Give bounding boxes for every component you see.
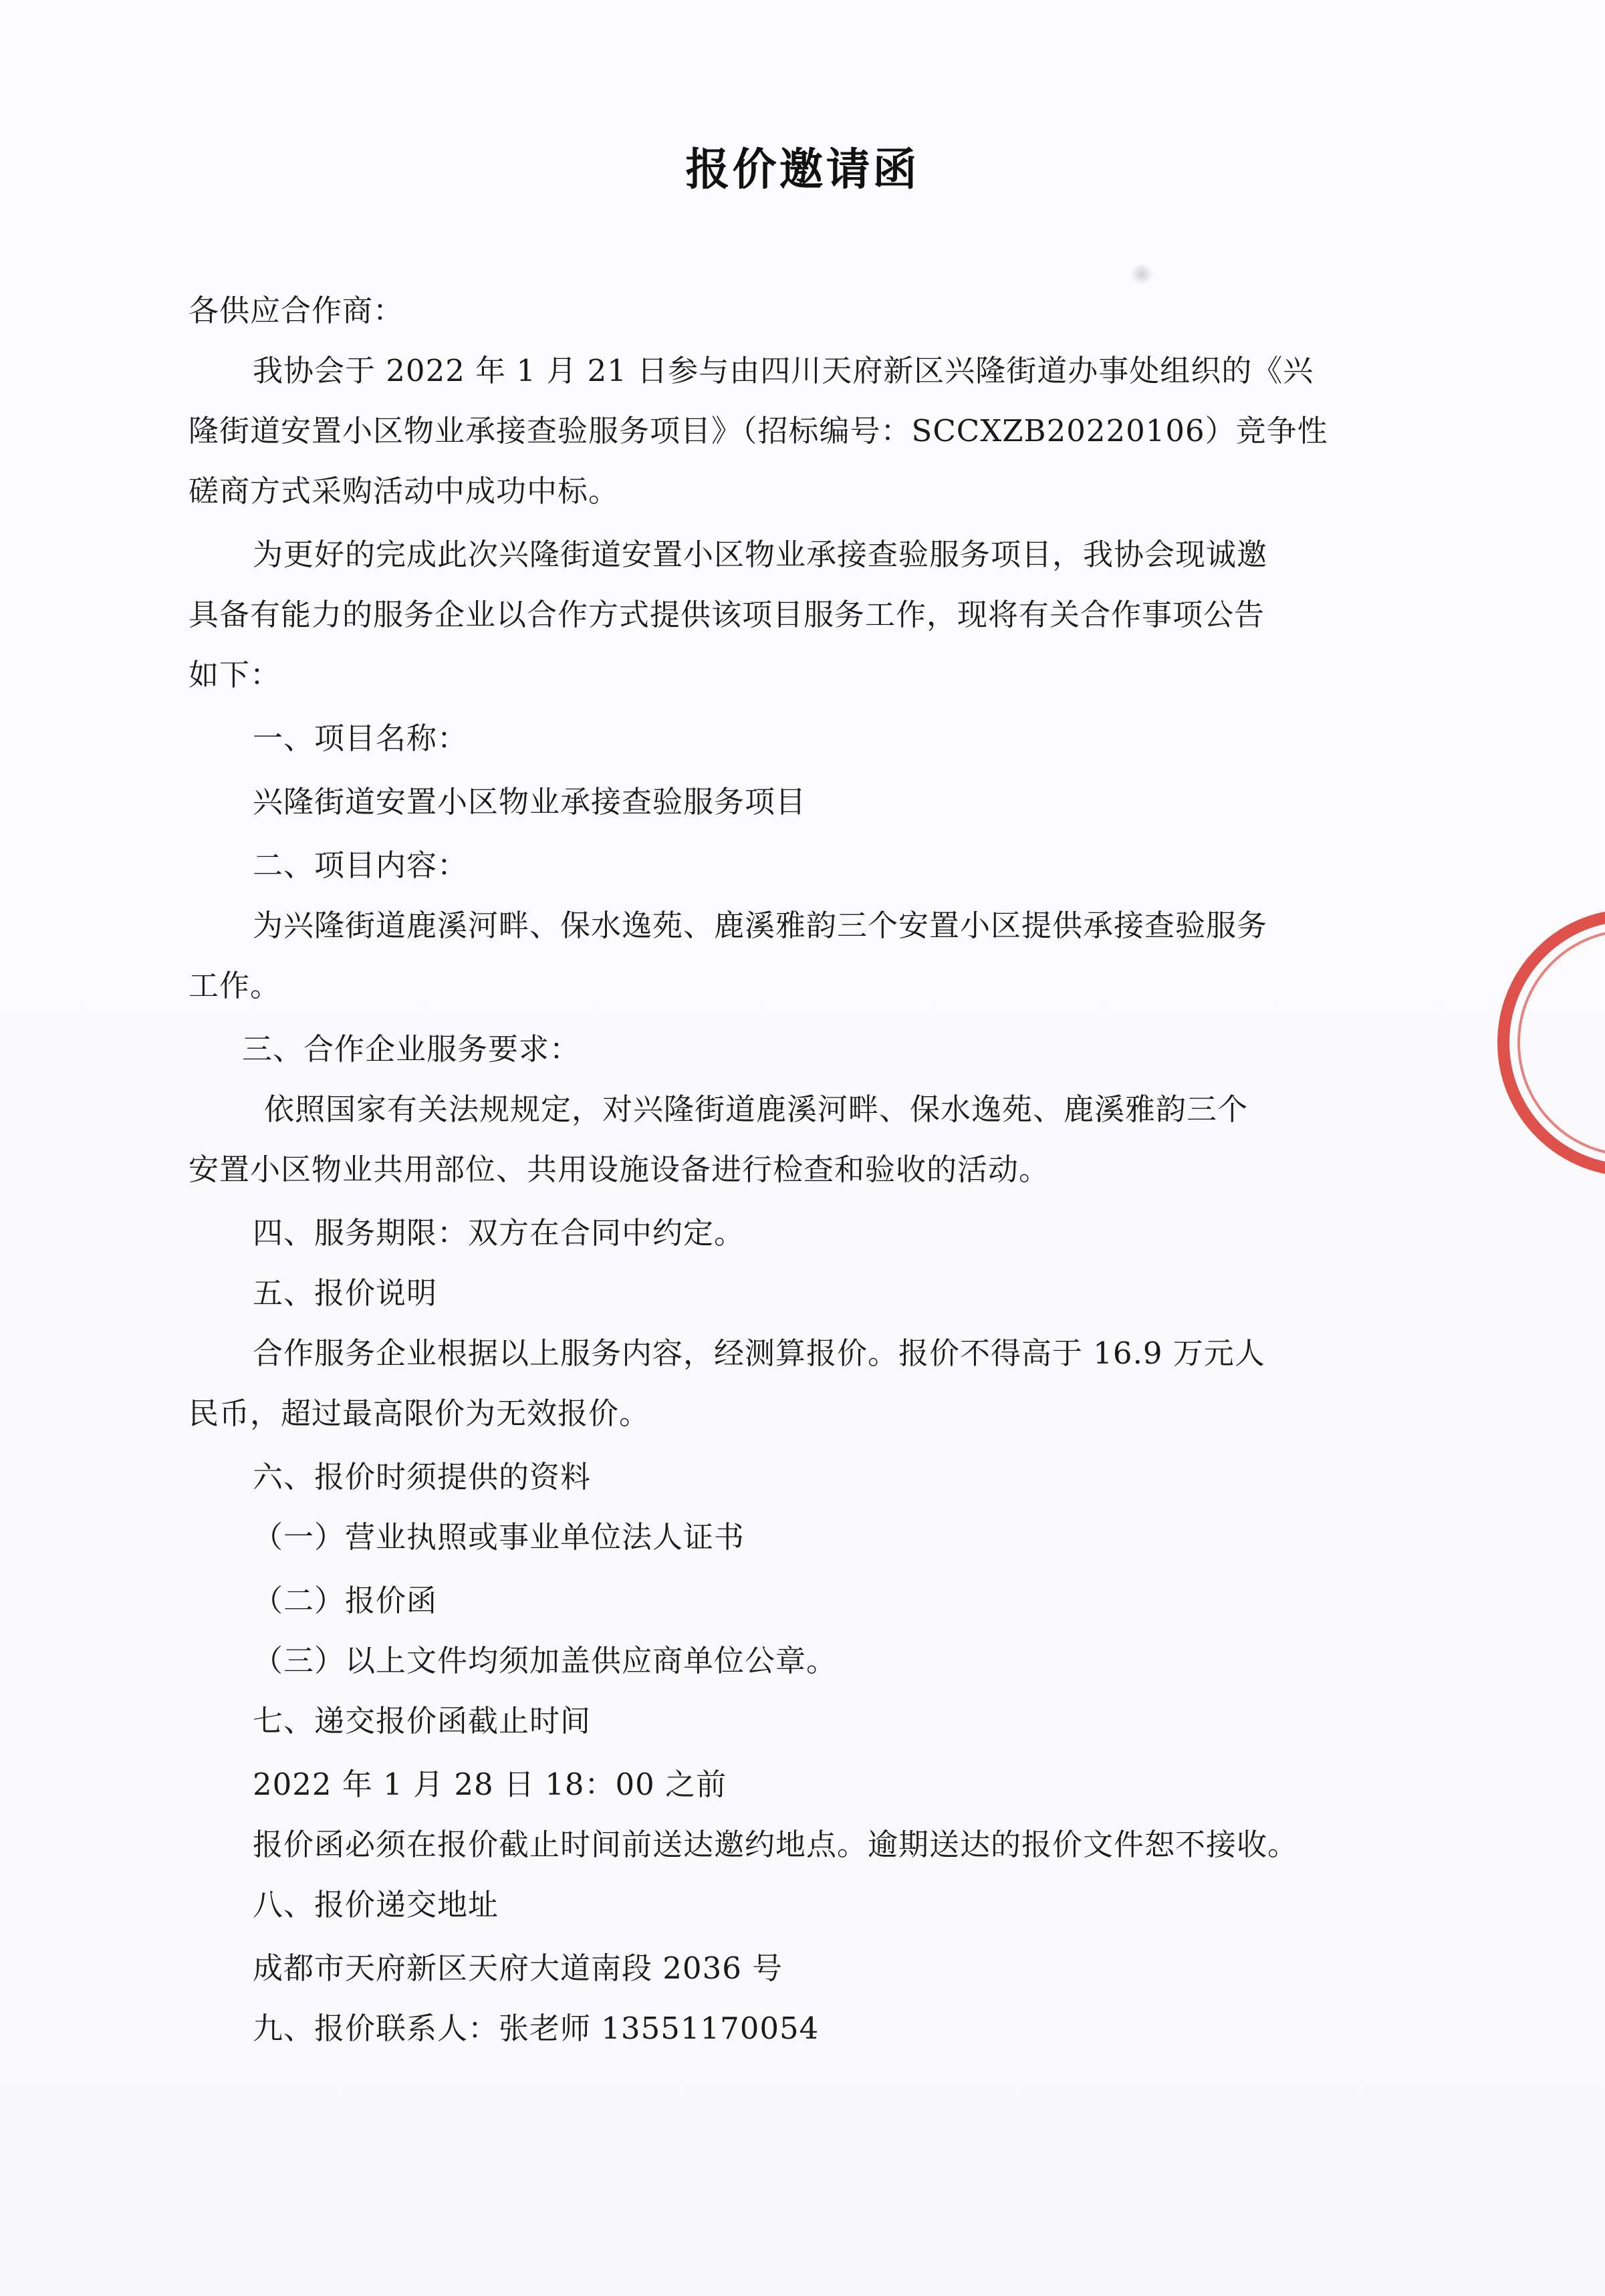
paragraph-line-4: 为更好的完成此次兴隆街道安置小区物业承接查验服务项目，我协会现诚邀 (253, 537, 1268, 572)
paragraph-line-5: 具备有能力的服务企业以合作方式提供该项目服务工作，现将有关合作事项公告 (189, 597, 1265, 632)
paragraph-line-6: 如下： (189, 657, 281, 692)
salutation: 各供应合作商： (189, 293, 404, 328)
deadline-date: 2022 年 1 月 28 日 18：00 之前 (253, 1767, 727, 1802)
required-doc-1: （一）营业执照或事业单位法人证书 (253, 1519, 745, 1555)
required-doc-2: （二）报价函 (253, 1583, 438, 1618)
document-title: 报价邀请函 (685, 143, 920, 195)
section-heading-3: 三、合作企业服务要求： (242, 1031, 581, 1067)
deadline-note: 报价函必须在报价截止时间前送达邀约地点。逾期送达的报价文件恕不接收。 (253, 1827, 1299, 1862)
section-heading-2: 二、项目内容： (253, 848, 469, 883)
section-heading-7: 七、递交报价函截止时间 (253, 1703, 592, 1739)
section-heading-4: 四、服务期限：双方在合同中约定。 (253, 1215, 745, 1251)
contact-person: 九、报价联系人：张老师 13551170054 (253, 2011, 820, 2046)
required-doc-3: （三）以上文件均须加盖供应商单位公章。 (253, 1643, 838, 1678)
section-heading-8: 八、报价递交地址 (253, 1887, 499, 1922)
section-body-3-line-1: 依照国家有关法规规定，对兴隆街道鹿溪河畔、保水逸苑、鹿溪雅韵三个 (264, 1092, 1249, 1127)
section-body-2-line-2: 工作。 (189, 968, 281, 1003)
paragraph-line-3: 磋商方式采购活动中成功中标。 (189, 473, 620, 509)
section-body-2-line-1: 为兴隆街道鹿溪河畔、保水逸苑、鹿溪雅韵三个安置小区提供承接查验服务 (253, 908, 1268, 943)
section-body-5-line-1: 合作服务企业根据以上服务内容，经测算报价。报价不得高于 16.9 万元人 (253, 1335, 1265, 1371)
scan-smudge (1130, 264, 1154, 284)
submission-address: 成都市天府新区天府大道南段 2036 号 (253, 1950, 783, 1986)
section-body-1: 兴隆街道安置小区物业承接查验服务项目 (253, 784, 807, 819)
section-heading-6: 六、报价时须提供的资料 (253, 1459, 592, 1495)
paragraph-line-2: 隆街道安置小区物业承接查验服务项目》（招标编号：SCCXZB20220106）竞争性 (189, 413, 1328, 449)
paragraph-line-1: 我协会于 2022 年 1 月 21 日参与由四川天府新区兴隆街道办事处组织的《兴 (253, 353, 1314, 388)
section-heading-5: 五、报价说明 (253, 1275, 438, 1311)
section-body-5-line-2: 民币，超过最高限价为无效报价。 (189, 1396, 650, 1431)
section-heading-1: 一、项目名称： (253, 721, 469, 756)
section-body-3-line-2: 安置小区物业共用部位、共用设施设备进行检查和验收的活动。 (189, 1152, 1050, 1187)
